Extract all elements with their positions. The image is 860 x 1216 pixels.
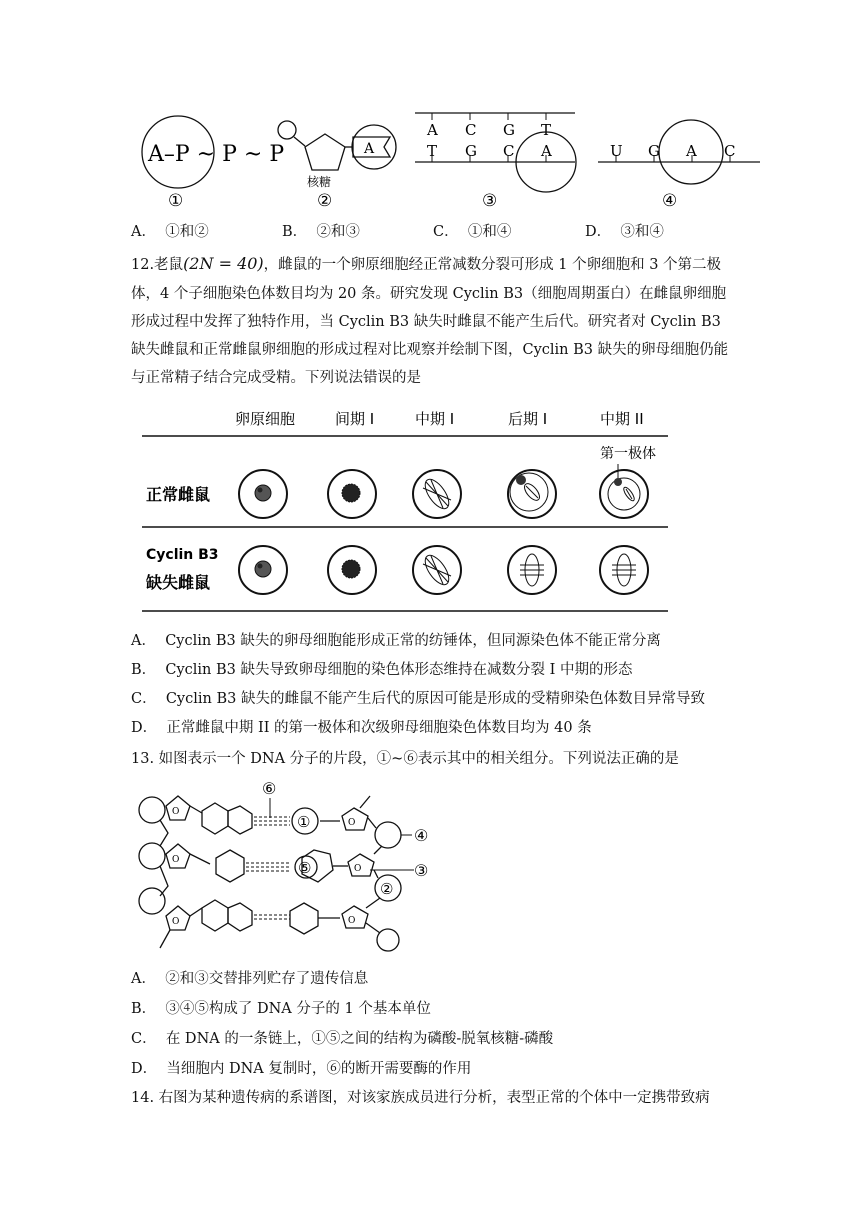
q13-option-b[interactable]: [131, 1000, 431, 1018]
header-oogonium: 卵原细胞: [235, 410, 296, 428]
option-text: Cyclin B3 缺失导致卵母细胞的染色体形态维持在减数分裂 I 中期的形态: [165, 662, 633, 678]
option-text: ③和④: [620, 224, 664, 240]
q11-figure: [120, 100, 770, 220]
option-text: ②和③: [316, 224, 360, 240]
header-metaphase2: 中期 II: [600, 410, 644, 428]
cell-normal-oogonium: [239, 470, 287, 518]
option-text: 在 DNA 的一条链上，①⑤之间的结构为磷酸-脱氧核糖-磷酸: [165, 1031, 554, 1047]
rna-base: G: [648, 142, 660, 160]
q12-line1-rest: ，雌鼠的一个卵原细胞经正常减数分裂可形成 1 个卵细胞和 3 个第二极: [263, 257, 722, 273]
q13-option-a[interactable]: [131, 970, 368, 988]
q11-option-b[interactable]: [282, 223, 360, 241]
svg-text:O: O: [172, 855, 180, 865]
header-anaphase1: 后期 I: [508, 410, 548, 428]
q13-dna-figure: [130, 778, 450, 958]
cell-cyclin-metaphase2: [600, 546, 648, 594]
cell-normal-anaphase1: [508, 470, 556, 518]
option-letter: C．: [131, 691, 157, 707]
q12-prefix: 12.老鼠: [131, 257, 184, 273]
q12-option-b[interactable]: [131, 661, 632, 679]
fig-label-3: ③: [482, 191, 498, 211]
option-letter: C．: [433, 224, 459, 240]
q14-stem: 14. 右图为某种遗传病的系谱图，对该家族成员进行分析，表型正常的个体中一定携带致病: [131, 1090, 710, 1106]
row-normal-label: 正常雌鼠: [146, 485, 211, 504]
svg-text:O: O: [172, 917, 180, 927]
cell-normal-metaphase1: [413, 470, 461, 518]
option-text: ①和②: [165, 224, 209, 240]
fig-label-4: ④: [662, 191, 678, 211]
label-4: ④: [414, 826, 429, 845]
q12-table-figure: [140, 402, 670, 614]
q12-stem-body: 体，4 个子细胞染色体数目均为 20 条。研究发现 Cyclin B3（细胞周期蛋白）在雌鼠卵细胞形成过程中发挥了独特作用，当 Cyclin B3 缺失时雌鼠不能产生后代。研究者对 Cyclin B3 缺失雌鼠和正常雌鼠卵细胞的形成过程对比观察并绘制下图，Cyclin B3 缺失的卵母细胞仍能与正常精子结合完成受精。下列说法错误的是: [131, 286, 729, 386]
q13-option-c[interactable]: [131, 1030, 553, 1048]
option-text: ①和④: [467, 224, 512, 240]
cell-normal-interphase: [328, 470, 376, 518]
option-letter: A．: [131, 633, 156, 649]
cell-cyclin-metaphase1: [413, 546, 461, 594]
rna-base: U: [610, 142, 623, 160]
q11-option-c[interactable]: [433, 223, 511, 241]
strand-top-base: C: [465, 121, 477, 139]
row-cyclin-label-2: 缺失雌鼠: [146, 573, 211, 592]
option-text: 正常雌鼠中期 II 的第一极体和次级卵母细胞染色体数目均为 40 条: [166, 720, 592, 736]
atp-text: A–P ~ P ~ P: [148, 142, 285, 167]
header-interphase: 间期 I: [335, 410, 375, 428]
strand-top-base: G: [503, 121, 515, 139]
q11-option-d[interactable]: [585, 223, 664, 241]
ribose-label: 核糖: [307, 175, 332, 189]
label-5: ⑤: [298, 859, 312, 877]
svg-text:O: O: [172, 807, 180, 817]
cell-cyclin-anaphase1: [508, 546, 556, 594]
option-text: ③④⑤构成了 DNA 分子的 1 个基本单位: [165, 1001, 431, 1017]
cell-cyclin-oogonium: [239, 546, 287, 594]
option-letter: B．: [131, 1001, 157, 1017]
strand-top-base: T: [541, 121, 552, 139]
svg-text:O: O: [354, 864, 362, 874]
cell-cyclin-interphase: [328, 546, 376, 594]
strand-bottom-base: G: [465, 142, 477, 160]
row-cyclin-label-1: Cyclin B3: [146, 547, 219, 563]
option-text: Cyclin B3 缺失的雌鼠不能产生后代的原因可能是形成的受精卵染色体数目异常导致: [165, 691, 705, 707]
option-letter: A．: [131, 224, 156, 240]
option-letter: D．: [585, 224, 612, 240]
q11-option-a[interactable]: [131, 223, 209, 241]
q13-option-d[interactable]: [131, 1060, 471, 1078]
option-letter: A．: [131, 971, 156, 987]
polar-body-label: 第一极体: [600, 446, 656, 462]
option-text: ②和③交替排列贮存了遗传信息: [165, 971, 369, 987]
option-letter: B．: [282, 224, 308, 240]
strand-bottom-base: A: [541, 142, 552, 160]
strand-bottom-base: C: [503, 142, 515, 160]
rna-base: C: [724, 142, 736, 160]
svg-text:O: O: [348, 916, 356, 926]
atp-structure: [142, 116, 284, 211]
label-6: ⑥: [262, 779, 277, 798]
fig-label-2: ②: [317, 191, 333, 211]
fig-label-1: ①: [168, 191, 184, 211]
svg-text:O: O: [348, 818, 356, 828]
rna-strand: [598, 120, 760, 211]
cell-normal-metaphase2: [600, 470, 648, 518]
header-metaphase1: 中期 I: [415, 410, 455, 428]
q12-stem-line1: [131, 255, 721, 274]
nucleotide-structure: [278, 121, 396, 211]
label-3: ③: [414, 861, 429, 880]
base-a-text: A: [364, 141, 375, 157]
option-text: 当细胞内 DNA 复制时，⑥的断开需要酶的作用: [166, 1061, 472, 1077]
strand-top-base: A: [427, 121, 438, 139]
option-letter: D．: [131, 720, 158, 736]
q12-formula: (2N = 40): [183, 254, 264, 273]
option-text: Cyclin B3 缺失的卵母细胞能形成正常的纺锤体，但同源染色体不能正常分离: [165, 633, 661, 649]
option-letter: C．: [131, 1031, 157, 1047]
q12-option-c[interactable]: [131, 690, 705, 708]
q12-option-d[interactable]: [131, 719, 592, 737]
q12-option-a[interactable]: [131, 632, 661, 650]
strand-bottom-base: T: [427, 142, 438, 160]
label-2: ②: [380, 880, 394, 898]
option-letter: D．: [131, 1061, 158, 1077]
option-letter: B．: [131, 662, 157, 678]
rna-base: A: [686, 142, 697, 160]
q13-stem: 13. 如图表示一个 DNA 分子的片段，①~⑥表示其中的相关组分。下列说法正确的是: [131, 751, 679, 767]
dna-double-strand: [415, 113, 576, 211]
label-1: ①: [297, 813, 311, 831]
